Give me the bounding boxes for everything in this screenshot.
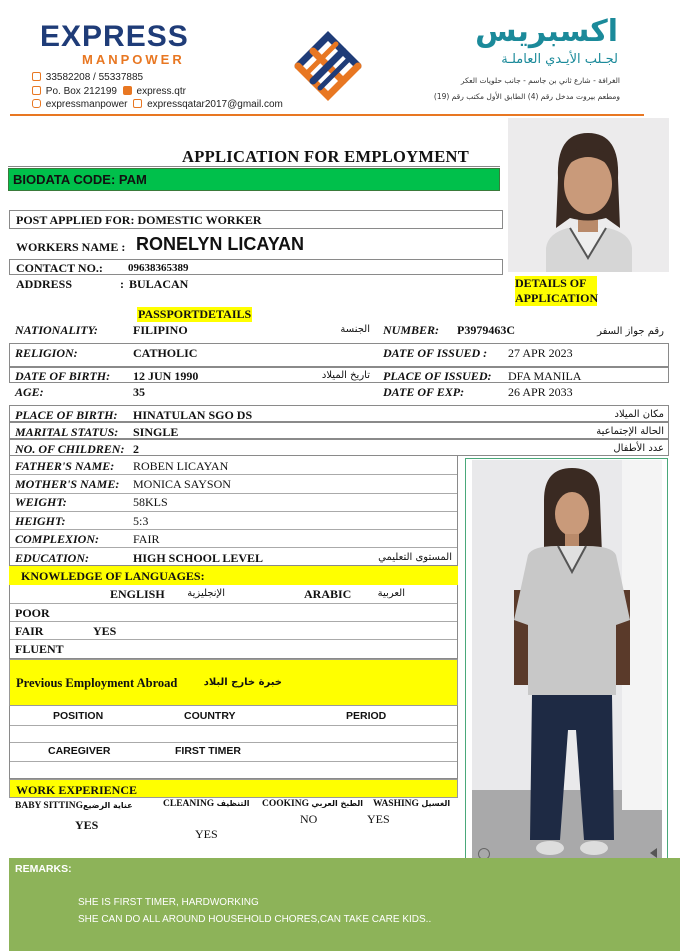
contact-label: CONTACT NO.: [16,261,103,275]
work-experience-bar [9,779,458,798]
knot-logo-icon [288,26,368,106]
passport-details-heading: PASSPORTDETAILS [138,307,252,321]
brand-name-en [40,20,189,54]
remarks-panel [9,858,680,951]
headshot-illustration [508,118,669,272]
height-value: 5:3 [133,514,149,528]
age-value: 35 [133,385,145,399]
email-text: expressqatar2017@gmail.com [147,99,283,110]
marital-status-value: SINGLE [133,425,179,439]
post-applied-box [9,210,503,229]
complexion-label: COMPLEXION: [15,532,100,546]
weight-value: 58KLS [133,495,168,509]
dob-label: DATE OF BIRTH: [15,369,111,383]
age-label: AGE: [15,385,44,399]
baby-sitting-text: BABY SITTING [15,801,84,811]
grid-line [10,547,457,548]
biodata-code-bar [8,168,500,191]
grid-line [10,603,457,604]
details-of-application: DETAILS OF APPLICATION [515,276,599,305]
instagram-icon [32,99,41,108]
passport-number-label: NUMBER: [383,323,440,337]
washing-value: YES [367,812,390,826]
previous-employment-ar: خبرة خارج البلاد [203,677,282,688]
remarks-line-1: SHE IS FIRST TIMER, HARDWORKING [78,897,259,908]
dob-ar: تاريخ الميلاد [321,370,370,381]
languages-heading-bar [9,566,458,585]
english-ar: الإنجليزية [187,588,225,599]
father-label: FATHER'S NAME: [15,459,115,473]
grid-line [10,621,457,622]
education-value: HIGH SCHOOL LEVEL [133,551,264,565]
baby-sitting-label [15,801,133,811]
grid-line [10,529,457,530]
address-label: ADDRESS [16,277,73,291]
cleaning-ar: التنظيف [216,799,250,808]
brand-tagline-ar: لجـلب الأيـدي العاملـة [501,52,618,67]
grid-line [10,725,457,726]
grid-line [10,493,457,494]
place-issued-label: PLACE OF ISSUED: [383,369,492,383]
date-issued-value: 27 APR 2023 [508,346,573,360]
contact-number: 09638365389 [128,262,189,274]
facebook-icon [123,86,132,95]
passport-number-ar: رقم جواز السفر [597,326,664,337]
previous-employment-bar [9,659,458,706]
children-value: 2 [133,442,139,456]
email-icon [133,99,142,108]
employment-header-period: PERIOD [346,710,387,722]
phones-text: 33582208 / 55337885 [45,72,144,83]
baby-sitting-ar: عناية الرضيع [83,801,133,810]
grid-line [10,742,457,743]
header-divider [10,114,644,116]
brand-manpower-text: MANPOWER [82,52,185,67]
english-header: ENGLISH [110,587,165,601]
place-of-birth-value: HINATULAN SGO DS [133,408,253,422]
grid-line [10,511,457,512]
cooking-label [262,799,363,809]
workers-name-label: WORKERS NAME : [16,240,126,254]
address-ar-line2: ومطعم بيروت مدخل رقم (4) الطابق الأول مكتب رقم (19) [433,92,620,101]
full-body-illustration [472,460,662,871]
cleaning-text: CLEANING [163,799,215,809]
children-ar: عدد الأطفال [613,443,664,454]
place-issued-value: DFA MANILA [508,369,582,383]
cleaning-value: YES [195,827,218,841]
complexion-value: FAIR [133,532,160,546]
children-label: NO. OF CHILDREN: [15,442,125,456]
contact-box [9,259,503,275]
nationality-value: FILIPINO [133,323,188,337]
title-underline [8,166,500,167]
mail-icon [32,86,41,95]
fair-label: FAIR [15,624,44,638]
passport-number-value: P3979463C [457,323,515,337]
date-issued-label: DATE OF ISSUED : [383,346,488,360]
page-title: APPLICATION FOR EMPLOYMENT [182,147,470,166]
remarks-title: REMARKS: [15,863,72,875]
cooking-text: COOKING [262,799,309,809]
dob-value: 12 JUN 1990 [133,369,199,383]
address-value: BULACAN [129,277,189,291]
brand-name-ar: اكسبريس [475,14,618,49]
contact-phones [32,72,143,83]
work-experience-heading: WORK EXPERIENCE [16,783,138,797]
cooking-ar: الطبخ العربي [311,799,364,808]
biodata-code: BIODATA CODE: PAM [13,172,147,187]
baby-sitting-value: YES [75,818,99,832]
contact-pobox-row [32,86,186,97]
languages-heading: KNOWLEDGE OF LANGUAGES: [21,569,205,583]
weight-label: WEIGHT: [15,495,67,509]
place-of-birth-ar: مكان الميلاد [614,409,664,420]
pobox-text: Po. Box 212199 [45,86,117,97]
address-colon: : [120,277,124,291]
fluent-label: FLUENT [15,642,64,656]
cleaning-label [163,799,249,809]
education-label: EDUCATION: [15,551,90,565]
fair-english-value: YES [93,624,117,638]
washing-ar: الغسيل [421,799,451,808]
facebook-text: express.qtr [136,86,186,97]
employment-header-position: POSITION [53,710,104,722]
brand-express-text: EXPRESS [40,20,189,53]
religion-label: RELIGION: [15,346,78,360]
instagram-text: expressmanpower [45,99,128,110]
marital-status-label: MARITAL STATUS: [15,425,119,439]
nationality-label: NATIONALITY: [15,323,98,337]
applicant-headshot-photo [508,118,669,272]
mother-value: MONICA SAYSON [133,477,231,491]
phone-icon [32,72,41,81]
arabic-header: ARABIC [304,587,352,601]
place-of-birth-label: PLACE OF BIRTH: [15,408,118,422]
grid-line [10,639,457,640]
nationality-ar: الجنسة [340,324,370,335]
arabic-ar: العربية [377,588,405,599]
employment-header-country: COUNTRY [184,710,236,722]
date-exp-value: 26 APR 2033 [508,385,573,399]
mother-label: MOTHER'S NAME: [15,477,120,491]
contact-social-row [32,99,283,110]
employment-row-position: CAREGIVER [48,745,111,757]
remarks-line-2: SHE CAN DO ALL AROUND HOUSEHOLD CHORES,CAN TAKE CARE KIDS.. [78,914,432,925]
letterhead [0,0,680,116]
date-exp-label: DATE OF EXP: [383,385,465,399]
education-ar: المستوى التعليمي [378,552,452,563]
height-label: HEIGHT: [15,514,66,528]
post-applied: POST APPLIED FOR: DOMESTIC WORKER [16,213,262,227]
address-ar-line1: الغرافة - شارع ثاني بن جاسم - جانب حلويات العكر [460,76,620,85]
father-value: ROBEN LICAYAN [133,459,229,473]
washing-text: WASHING [373,799,419,809]
marital-status-ar: الحالة الإجتماعية [596,426,664,437]
religion-value: CATHOLIC [133,346,198,360]
cooking-value: NO [300,812,318,826]
previous-employment-label: Previous Employment Abroad [16,676,178,690]
grid-line [10,761,457,762]
poor-label: POOR [15,606,50,620]
applicant-full-body-photo [472,460,662,871]
washing-label [373,799,450,809]
grid-line [10,474,457,475]
employment-row-country: FIRST TIMER [175,745,241,757]
photo-arrow-icon [650,848,657,858]
workers-name: RONELYN LICAYAN [136,234,305,254]
